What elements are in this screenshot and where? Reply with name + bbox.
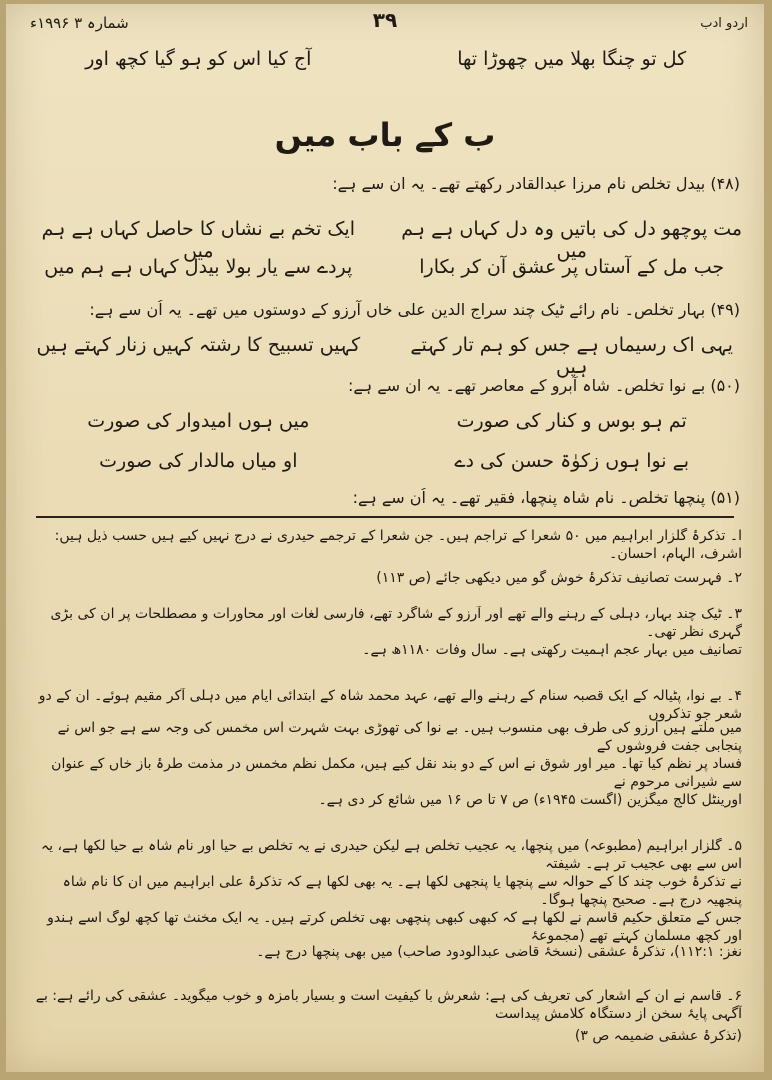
page-number: ۳۹ (372, 8, 398, 32)
entry-line: (۴۸) بیدل تخلص نام مرزا عبدالقادر رکھتے تھے۔ یہ ان سے ہے: (332, 174, 740, 193)
footnote: نغز: ۱۱۲:۱)، تذکرۂ عشقی (نسخۂ قاضی عبدالودود صاحب) میں بھی پنچھا درج ہے۔ (256, 944, 742, 960)
entry-line: (۵۱) پنچھا تخلص۔ نام شاہ پنچھا، فقیر تھے۔ یہ اُن سے ہے: (352, 488, 740, 507)
verse-first: بے نوا ہوں زکوٰۃ حسن کی دے (454, 450, 690, 472)
footnote: نے تذکرۂ خوب چند کا کے حوالہ سے پنچھا یا پنجھی لکھا ہے۔ یہ بھی لکھا ہے کہ تذکرۂ علی ابراہیم میں ان کا نام شاہ پنجھیہ درج ہے۔ صحیح پنچھا ہوگا۔ (62, 874, 742, 908)
footnote: فساد پر نظم کیا تھا۔ میر اور شوق نے اس کے دو بند نقل کیے ہیں، مکمل نظم مخمس در مذمت طرۂ باز خاں کے عنوان سے شیرانی مرحوم نے (51, 756, 742, 790)
verse-first: جب مل کے آستاں پر عشق آن کر بکارا (419, 256, 725, 278)
verse-second: پردے سے یار بولا بیدل کہاں ہے ہم میں (44, 256, 353, 278)
footnote: ۴۔ بے نوا، پٹیالہ کے ایک قصبہ سنام کے رہنے والے تھے، عہد محمد شاہ کے ابتدائی ایام میں دہلی آکر مقیم ہوئے۔ ان کے دو شعر جو تذکروں (38, 688, 742, 722)
footnote: ۳۔ ٹیک چند بہار، دہلی کے رہنے والے تھے اور آرزو کے شاگرد تھے، فارسی لغات اور محاورات و مصطلحات پر ان کی بڑی گہری نظر تھی۔ (50, 606, 742, 640)
entry-line: (۴۹) بہار تخلص۔ نام رائے ٹیک چند سراج الدین علی خاں آرزو کے دوستوں میں تھے۔ یہ اُن سے ہے: (89, 300, 740, 319)
verse-line (26, 334, 744, 378)
verse-second: کہیں تسبیح کا رشتہ کہیں زنار کہتے ہیں (36, 334, 361, 356)
footnote-divider (36, 516, 734, 518)
verse-first: یہی اک رسیماں ہے جس کو ہم تار کہتے ہیں (410, 334, 733, 378)
footnote: (تذکرۂ عشقی ضمیمہ ص ۳) (574, 1028, 742, 1044)
verse-second: ایک تخم بے نشاں کا حاصل کہاں ہے ہم میں (41, 218, 355, 262)
verse-left: آج کیا اس کو ہو گیا کچھ اور (85, 48, 312, 70)
verse-line (26, 256, 744, 278)
footnote: جس کے متعلق حکیم قاسم نے لکھا ہے کہ کبھی کبھی پنچھی بھی تخلص کرتے ہیں۔ یہ ایک مخنث تھا کچھ لوگ اسے ہندو اور کچھ مسلمان کہتے تھے (مجموعۂ (47, 910, 742, 944)
verse-second: او میاں مالدار کی صورت (99, 450, 298, 472)
footnote: اورینٹل کالج میگزین (اگست ۱۹۴۵ء) ص ۷ تا ص ۱۶ میں شائع کر دی ہے۔ (318, 792, 742, 808)
verse-line (26, 450, 744, 472)
footnote: ۶۔ قاسم نے ان کے اشعار کی تعریف کی ہے: شعرش با کیفیت است و بسیار بامزہ و خوب میگوید۔ عشقی کی رائے ہے: بے آگہی پایۂ سخن از دستگاہ کلامش پیداست (35, 988, 742, 1022)
footnote: ا۔ تذکرۂ گلزار ابراہیم میں ۵۰ شعرا کے تراجم ہیں۔ جن شعرا کے ترجمے حیدری نے درج نہیں کیے ہیں حسب ذیل ہیں: اشرف، الہام، احسان۔ (54, 528, 742, 562)
footnote: میں ملتے ہیں آرزو کی طرف بھی منسوب ہیں۔ بے نوا کی تھوڑی بہت شہرت اس مخمس کی وجہ سے ہے جو اس نے پنجابی جفت فروشوں کے (57, 720, 742, 754)
verse-first: مت پوچھو دل کی باتیں وہ دل کہاں ہے ہم میں (401, 218, 743, 262)
verse-first: تم ہو بوس و کنار کی صورت (456, 410, 687, 432)
verse-second: میں ہوں امیدوار کی صورت (87, 410, 310, 432)
top-verse (26, 48, 744, 70)
section-title: ب کے باب میں (274, 116, 496, 154)
journal-name: اردو ادب (700, 16, 748, 31)
verse-line (26, 410, 744, 432)
footnote: تصانیف میں بہار عجم اہمیت رکھتی ہے۔ سال وفات ۱۱۸۰ھ ہے۔ (362, 642, 742, 658)
footnote: ۵۔ گلزار ابراہیم (مطبوعہ) میں پنچھا، یہ عجیب تخلص ہے لیکن حیدری نے یہ تخلص بے حیا اور نام شاہ بے حیا لکھا ہے، یہ اس سے بھی عجیب تر ہے۔ شیفتہ (40, 838, 742, 872)
issue-label: شمارہ ۳ ۱۹۹۶ء (30, 14, 129, 32)
book-page (6, 4, 764, 1072)
entry-line: (۵۰) بے نوا تخلص۔ شاہ آبرو کے معاصر تھے۔ یہ ان سے ہے: (348, 376, 740, 395)
verse-right: کل تو چنگا بھلا میں چھوڑا تھا (457, 48, 687, 70)
footnote: ۲۔ فہرست تصانیف تذکرۂ خوش گو میں دیکھی جائے (ص ۱۱۳) (376, 570, 742, 586)
